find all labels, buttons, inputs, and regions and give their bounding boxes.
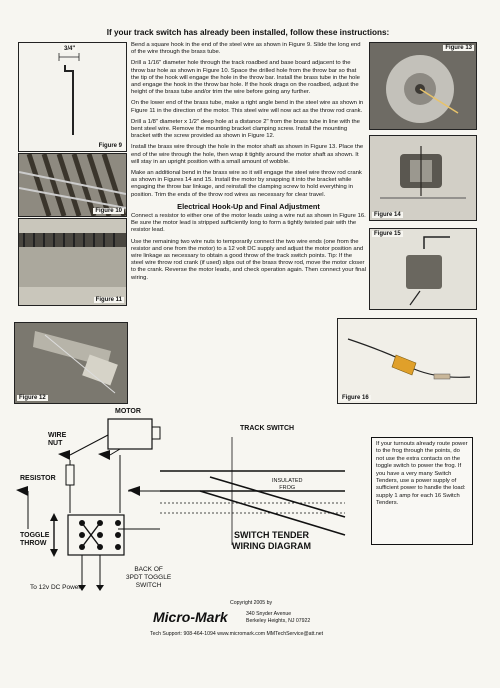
track-switch-label: TRACK SWITCH <box>240 425 295 432</box>
section-title: Electrical Hook-Up and Final Adjustment <box>177 201 320 211</box>
fig15-label: Figure 15 <box>374 231 401 237</box>
motor-label: MOTOR <box>115 408 141 415</box>
instruction-step-8: Use the remaining two wire nuts to temporarily connect the two wire ends (one from the resistor and one from the motor) to a 12 volt DC supply and adjust the motor position and wire linkage as necessary to obtain a good throw of the track switch points. Tip: If the steel wire throw rod crank (if used) slips out of the brass throw rod, move the motor closer to the crank. Reverse the motor leads, and check operation again. Then connect your final wiring. <box>131 238 367 281</box>
fig16-label: Figure 16 <box>342 395 369 401</box>
wire-nut-2-icon <box>98 450 110 460</box>
fig9-label: Figure 9 <box>98 143 122 149</box>
toggle-throw-label: TOGGLE THROW <box>20 532 50 547</box>
wire-nut-3-icon <box>16 486 28 496</box>
fig13-label: Figure 13 <box>445 45 472 51</box>
motor-box <box>108 419 152 449</box>
motor-shaft-drawing <box>370 43 476 129</box>
wire-nut-drawing <box>338 319 476 403</box>
copyright-text: Copyright 2005 by <box>230 600 273 606</box>
instruction-step-3: On the lower end of the brass tube, make a right angle bend in the steel wire as shown in Figure 11 in the direction of the motor. This steel wire will now act as the throw rod crank. <box>131 100 364 114</box>
brand-logo: Micro-Mark <box>153 609 228 625</box>
resistor-icon <box>66 465 74 485</box>
fig10-label: Figure 10 <box>95 208 122 214</box>
fig11-label: Figure 11 <box>95 297 122 303</box>
fig14-label: Figure 14 <box>374 212 401 218</box>
insulated-frog-label: INSULATED FROG <box>272 478 303 491</box>
instruction-step-1: Bend a square hook in the end of the steel wire as shown in Figure 9. Slide the long end of the wire through the brass tube. <box>131 42 361 56</box>
wire-nut-1-icon <box>58 450 70 460</box>
toggle-back-label: BACK OF 3PDT TOGGLE SWITCH <box>126 566 172 589</box>
figure-10 <box>18 153 127 217</box>
resistor-label: RESISTOR <box>20 475 56 482</box>
figure-14 <box>369 135 477 221</box>
motor-mounted-drawing <box>370 136 476 220</box>
instruction-step-4: Drill a 1/8" diameter x 1/2" deep hole at a distance 2" from the brass tube in line with the bent steel wire. Remove the mounting bracket clamping screw. Install the mounting bracket with the screw provided as shown in Figure 12. <box>131 118 360 140</box>
bracket-photo-drawing <box>15 323 127 403</box>
instructions-column <box>131 42 366 286</box>
instruction-step-2: Drill a 1/16" diameter hole through the track roadbed and base board adjacent to the throw bar hole as shown in Figure 10. Space the drilled hole from the throw bar so that the tip of the hook will engage the hole in the throw bar. Install the brass tube in the hole and engage the hook in the throw bar hole. If the hook drags on the roadbed, adjust the height of the brass tube and/or trim the wire before going any further. <box>131 60 360 96</box>
wire-nut-label: WIRE NUT <box>48 432 67 447</box>
fig9-dimension: 3/4" <box>64 46 76 52</box>
track-photo-drawing <box>19 154 126 216</box>
address-line-2: Berkeley Heights, NJ 07922 <box>246 618 311 624</box>
diagram-title: SWITCH TENDER WIRING DIAGRAM <box>232 530 311 551</box>
figure-11 <box>18 218 127 306</box>
power-note: If your turnouts already route power to the frog through the points, do not use the extra contacts on the toggle switch to power the frog. If you have a very many Switch Tenders, use a power supply of sufficient power to handle the load: supply 1 amp for each 16 Switch Tenders. <box>371 437 473 545</box>
hook-wire-drawing <box>19 43 126 151</box>
instruction-step-5: Install the brass wire through the hole in the motor shaft as shown in Figure 13. Place the end of the wire through the hole, then wrap it tightly around the motor shaft as shown. It will stay in an upright position with a small amount of wobble. <box>131 144 364 165</box>
address-line-1: 340 Snyder Avenue <box>246 611 292 617</box>
roadbed-photo-drawing <box>19 219 126 305</box>
figure-9 <box>18 42 127 152</box>
instruction-step-7: Connect a resistor to either one of the motor leads using a wire nut as shown in Figure 16. Be sure the motor lead is stripped sufficiently long to form a tightly twisted pair with the resistor lead. <box>131 213 366 234</box>
figure-16 <box>337 318 477 404</box>
figure-13 <box>369 42 477 130</box>
instruction-step-6: Make an additional bend in the brass wire so it will engage the steel wire throw rod crank as shown in Figures 14 and 15. Install the motor by snapping it into the bracket while engaging the throw bar linkage, and reinstall the clamping screw to hold everything in position. Trim the ends of the throw rod wires as necessary for clear travel. <box>131 170 362 198</box>
figure-15 <box>369 228 477 310</box>
figure-12 <box>14 322 128 404</box>
fig12-label: Figure 12 <box>19 395 46 401</box>
support-line: Tech Support: 908-464-1094 www.micromark.com MMTechService@att.net <box>150 631 324 637</box>
power-label: To 12v DC Power <box>30 584 81 591</box>
page-header: If your track switch has already been installed, follow these instructions: <box>106 28 390 37</box>
linkage-drawing <box>370 229 476 309</box>
